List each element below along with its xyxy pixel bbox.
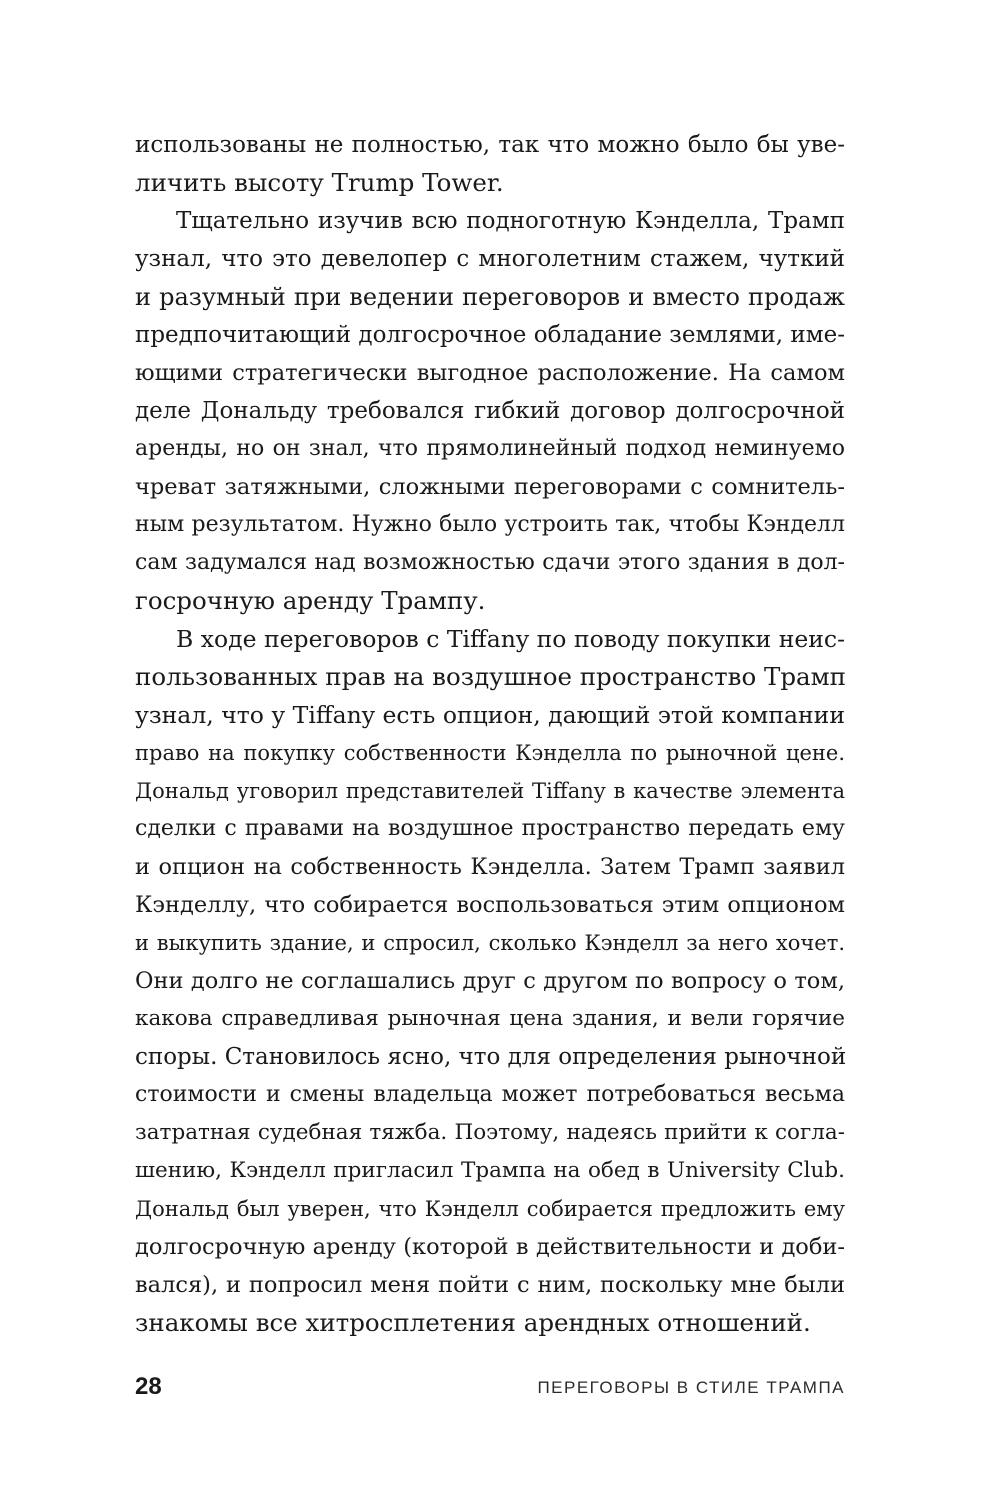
running-title: ПЕРЕГОВОРЫ В СТИЛЕ ТРАМПА [537,1378,845,1397]
text-line: узнал, что это девелопер с многолетним стажем, чуткий [135,246,845,272]
text-line: узнал, что у Tiffany есть опцион, дающий этой компании [135,701,845,729]
text-line: Тщательно изучив всю подноготную Кэнделла, Трамп [176,208,845,234]
text-line: Кэнделлу, что собирается воспользоваться этим опционом [135,892,845,918]
text-line: Они долго не соглашались друг с другом по вопросу о том, [135,968,845,994]
text-line: вался), и попросил меня пойти с ним, поскольку мне были [135,1272,845,1298]
text-line: использованы не полностью, так что можно было бы уве- [135,132,845,158]
text-line: ным результатом. Нужно было устроить так, чтобы Кэнделл [135,512,845,537]
text-line: чреват затяжными, сложными переговорами с сомнитель- [135,474,845,500]
page-number: 28 [135,1373,162,1400]
text-line: знакомы все хитросплетения арендных отношений. [135,1308,811,1337]
text-line: право на покупку собственности Кэнделла по рыночной цене. [135,741,845,765]
text-line: В ходе переговоров с Tiffany по поводу покупки неис- [176,625,846,653]
text-line: долгосрочную аренду (которой в действительности и доби- [135,1234,845,1260]
text-line: сделки с правами на воздушное пространство передать ему [135,816,845,841]
text-line: шению, Кэнделл пригласил Трампа на обед в University Club. [135,1158,845,1183]
text-line: деле Дональду требовался гибкий договор долгосрочной [135,398,845,424]
text-line: госрочную аренду Трампу. [135,586,486,615]
text-line: Дональд уговорил представителей Tiffany в качестве элемента [135,779,845,803]
text-line: и разумный при ведении переговоров и вместо продаж [135,283,845,311]
text-line: предпочитающий долгосрочное обладание землями, име- [135,322,845,348]
text-line: ющими стратегически выгодное расположение. На самом [135,360,845,386]
text-line: стоимости и смены владельца может потребоваться весьма [135,1082,845,1107]
text-line: и выкупить здание, и спросил, сколько Кэнделл за него хочет. [135,931,845,955]
text-line: споры. Становилось ясно, что для определения рыночной [135,1044,847,1070]
text-line: личить высоту Trump Tower. [135,168,504,197]
text-line: Дональд был уверен, что Кэнделл собирается предложить ему [135,1197,845,1221]
text-line: сам задумался над возможностью сдачи этого здания в дол- [135,550,845,575]
text-line: пользованных прав на воздушное пространство Трамп [135,662,847,691]
text-line: какова справедливая рыночная цена здания, и вели горячие [135,1006,845,1031]
text-line: и опцион на собственность Кэнделла. Затем Трамп заявил [135,854,845,880]
text-line: затратная судебная тяжба. Поэтому, надеясь прийти к согла- [135,1120,845,1145]
text-line: аренды, но он знал, что прямолинейный подход неминуемо [135,436,845,461]
